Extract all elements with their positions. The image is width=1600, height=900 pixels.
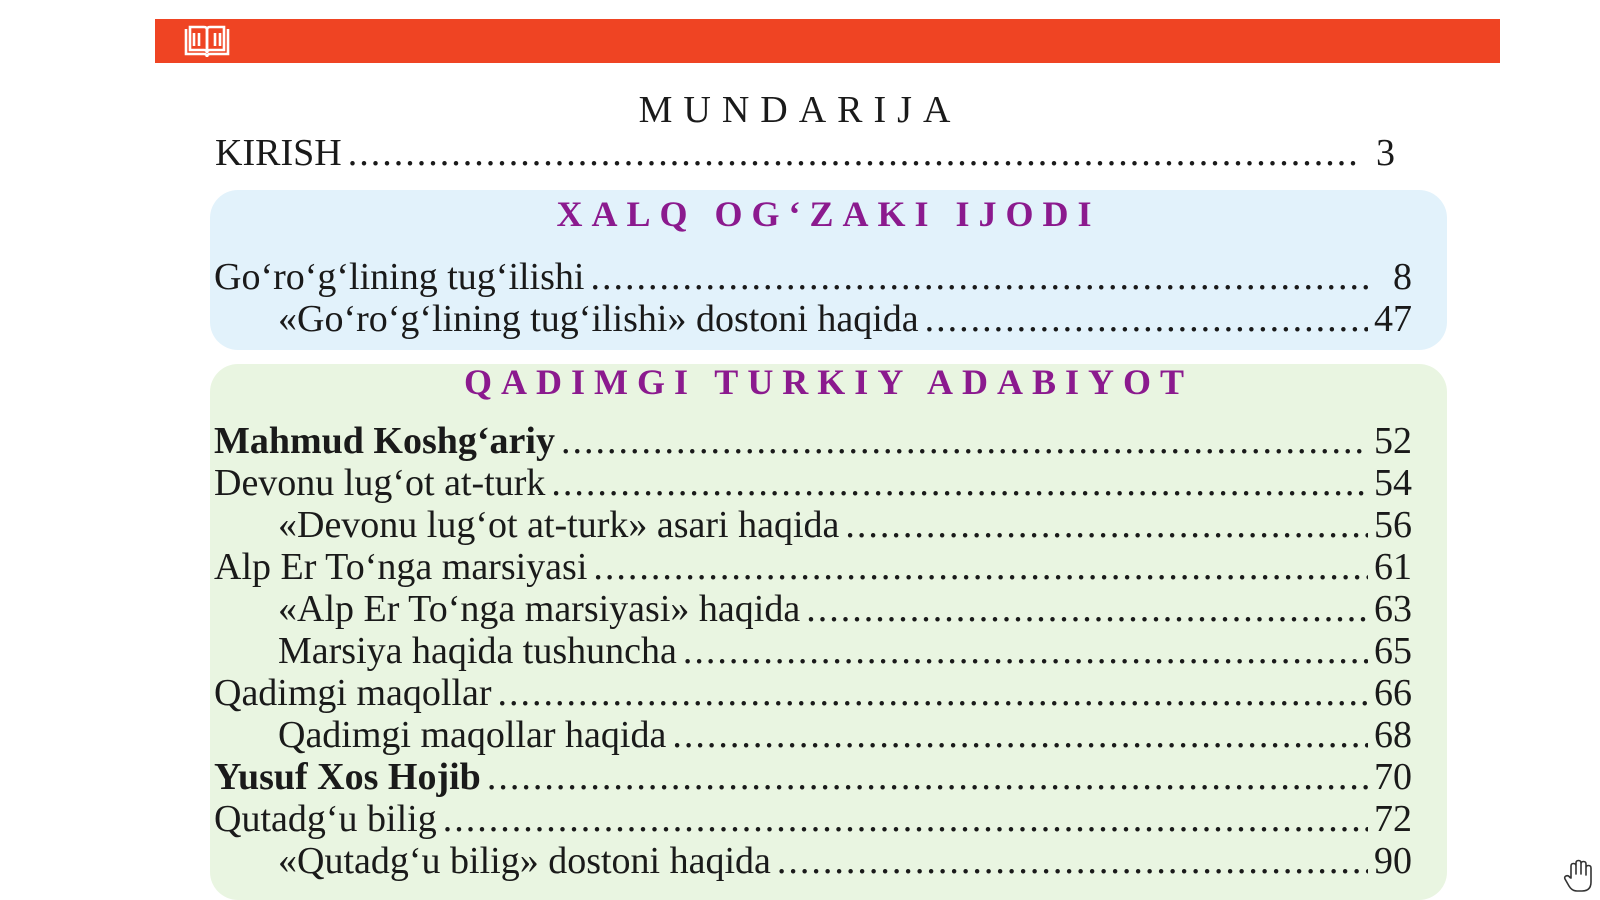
toc-entry-label: KIRISH: [215, 132, 342, 174]
toc-entry-page: 61: [1374, 546, 1412, 588]
toc-entry-page: 54: [1374, 462, 1412, 504]
toc-entry[interactable]: [278, 504, 1412, 546]
dot-leader: [561, 420, 1368, 462]
toc-entry-label: Qutadg‘u bilig: [214, 798, 437, 840]
dot-leader: [683, 630, 1368, 672]
dot-leader: [498, 672, 1368, 714]
toc-entry[interactable]: [214, 756, 1412, 798]
dot-leader: [590, 256, 1374, 298]
dot-leader: [443, 798, 1368, 840]
toc-entry[interactable]: [214, 256, 1412, 298]
toc-entry-page: 72: [1374, 798, 1412, 840]
toc-entry-page: 90: [1374, 840, 1412, 882]
toc-entry-page: 8: [1393, 256, 1412, 298]
toc-entry-label: Alp Er To‘nga marsiyasi: [214, 546, 588, 588]
dot-leader: [806, 588, 1368, 630]
toc-entry[interactable]: [278, 714, 1412, 756]
dot-leader: [925, 298, 1368, 340]
toc-entry-page: 70: [1374, 756, 1412, 798]
toc-entry[interactable]: [214, 420, 1412, 462]
toc-entry-page: 52: [1374, 420, 1412, 462]
dot-leader: [672, 714, 1368, 756]
toc-entry[interactable]: [214, 462, 1412, 504]
toc-entry-label: Marsiya haqida tushuncha: [278, 630, 677, 672]
toc-entry-page: 68: [1374, 714, 1412, 756]
toc-entry-intro[interactable]: [215, 132, 1395, 174]
section-heading: XALQ OG‘ZAKI IJODI: [556, 194, 1101, 234]
toc-entry-label: Qadimgi maqollar haqida: [278, 714, 667, 756]
toc-entry-label: «Devonu lug‘ot at-turk» asari haqida: [278, 504, 840, 546]
toc-entry-page: 65: [1374, 630, 1412, 672]
toc-entry[interactable]: [278, 588, 1412, 630]
toc-entry[interactable]: [214, 798, 1412, 840]
toc-entry[interactable]: [214, 546, 1412, 588]
toc-entry-label: Go‘ro‘g‘lining tug‘ilishi: [214, 256, 585, 298]
toc-entry[interactable]: [278, 840, 1412, 882]
page-title: MUNDARIJA: [638, 89, 962, 131]
toc-entry-page: 56: [1374, 504, 1412, 546]
dot-leader: [487, 756, 1368, 798]
toc-entry-label: Devonu lug‘ot at-turk: [214, 462, 546, 504]
toc-entry-page: 63: [1374, 588, 1412, 630]
toc-entry-label: «Alp Er To‘nga marsiyasi» haqida: [278, 588, 801, 630]
toc-entry[interactable]: [278, 630, 1412, 672]
toc-entry-label: «Qutadg‘u bilig» dostoni haqida: [278, 840, 771, 882]
toc-entry[interactable]: [278, 298, 1412, 340]
section-heading: QADIMGI TURKIY ADABIYOT: [463, 362, 1194, 402]
header-bar: [155, 19, 1500, 63]
toc-entry-page: 3: [1376, 132, 1395, 174]
toc-entry-label: Yusuf Xos Hojib: [214, 756, 481, 798]
book-icon[interactable]: [182, 24, 232, 58]
toc-entry-page: 66: [1374, 672, 1412, 714]
dot-leader: [348, 132, 1357, 174]
dot-leader: [593, 546, 1368, 588]
dot-leader: [845, 504, 1368, 546]
dot-leader: [777, 840, 1368, 882]
toc-entry-label: «Go‘ro‘g‘lining tug‘ilishi» dostoni haqida: [278, 298, 919, 340]
toc-entry-label: Qadimgi maqollar: [214, 672, 492, 714]
hand-cursor-icon: [1562, 858, 1596, 894]
toc-entry[interactable]: [214, 672, 1412, 714]
dot-leader: [551, 462, 1368, 504]
toc-entry-page: 47: [1374, 298, 1412, 340]
toc-entry-label: Mahmud Koshg‘ariy: [214, 420, 555, 462]
